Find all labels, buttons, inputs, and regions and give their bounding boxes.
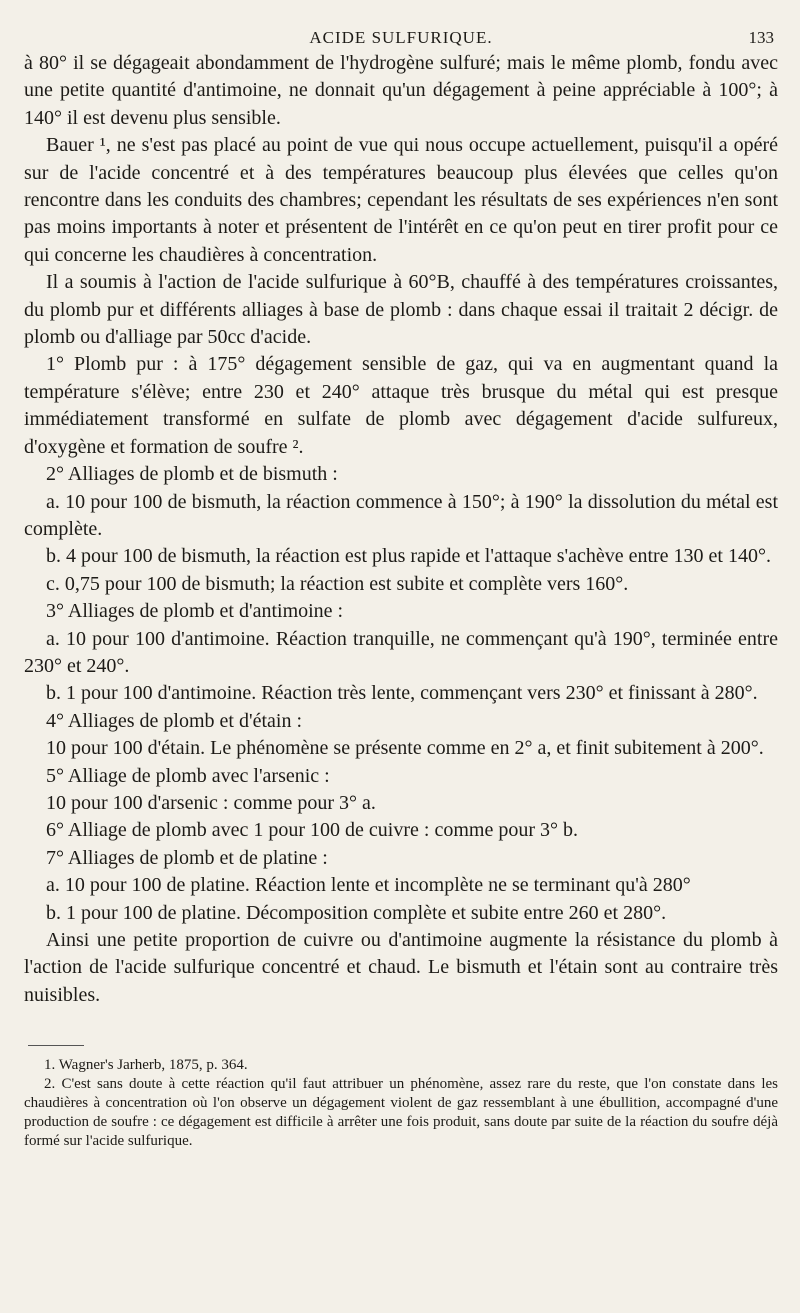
list-item: a. 10 pour 100 d'antimoine. Réaction tranquille, ne commençant qu'à 190°, terminée entre 230° et 240°. [24, 627, 778, 677]
paragraph: à 80° il se dégageait abondamment de l'hydrogène sulfuré; mais le même plomb, fondu avec une petite quantité d'antimoine, ne donnait qu'un dégagement à peine appréciable à 100°; à 140° il est devenu plus sensible. [24, 52, 778, 129]
paragraph: Ainsi une petite proportion de cuivre ou d'antimoine augmente la résistance du plomb à l'action de l'acide sulfurique concentré et chaud. Le bismuth et l'étain sont au contraire très nuisibles. [24, 929, 778, 1006]
list-item: 10 pour 100 d'étain. Le phénomène se présente comme en 2° a, et finit subitement à 200°. [46, 737, 764, 760]
list-item: 7° Alliages de plomb et de platine : [46, 846, 328, 869]
list-item: 10 pour 100 d'arsenic : comme pour 3° a. [46, 791, 376, 814]
list-item: a. 10 pour 100 de platine. Réaction lente et incomplète ne se terminant qu'à 280° [46, 874, 691, 897]
footnote: 1. Wagner's Jarherb, 1875, p. 364. [44, 1057, 248, 1074]
list-item: b. 1 pour 100 de platine. Décomposition complète et subite entre 260 et 280°. [46, 901, 667, 924]
list-item: c. 0,75 pour 100 de bismuth; la réaction est subite et complète vers 160°. [46, 572, 629, 595]
list-item: a. 10 pour 100 de bismuth, la réaction commence à 150°; à 190° la dissolution du métal est complète. [24, 490, 778, 540]
footnotes [24, 1056, 778, 1151]
body-text [24, 50, 778, 1009]
list-item: b. 4 pour 100 de bismuth, la réaction est plus rapide et l'attaque s'achève entre 130 et 140°. [46, 545, 771, 568]
list-item: 2° Alliages de plomb et de bismuth : [46, 463, 338, 486]
paragraph: Bauer ¹, ne s'est pas placé au point de vue qui nous occupe actuellement, puisqu'il a opéré sur de l'acide concentré et à des températures beaucoup plus élevées que celles qu'on rencontre dans les conduits des chambres; cependant les résultats de ses expériences n'en sont pas moins importants à noter et présentent de l'intérêt en ce qu'on peut en tirer profit pour ce qui concerne les chaudières à concentration. [24, 134, 778, 266]
list-item: 4° Alliages de plomb et d'étain : [46, 709, 302, 732]
footnote-divider [28, 1045, 84, 1046]
list-item: 6° Alliage de plomb avec 1 pour 100 de cuivre : comme pour 3° b. [46, 819, 578, 842]
list-item: 3° Alliages de plomb et d'antimoine : [46, 600, 344, 623]
list-item: b. 1 pour 100 d'antimoine. Réaction très lente, commençant vers 230° et finissant à 280°. [46, 682, 758, 705]
footnote: 2. C'est sans doute à cette réaction qu'il faut attribuer un phénomène, assez rare du reste, que l'on constate dans les chaudières à concentration où l'on observe un dégagement violent de gaz ressemblant à une ébullition, accompagné d'une production de soufre : ce dégagement est difficile à arrêter une fois produit, sans doute par suite de la réaction du soufre déjà formé sur l'acide sulfurique. [24, 1076, 778, 1150]
list-item: 5° Alliage de plomb avec l'arsenic : [46, 764, 330, 787]
running-title: ACIDE SULFURIQUE. [309, 28, 493, 47]
paragraph: Il a soumis à l'action de l'acide sulfurique à 60°B, chauffé à des températures croissantes, du plomb pur et différents alliages à base de plomb : dans chaque essai il traitait 2 décigr. de plomb ou d'alliage par 50cc d'acide. [24, 271, 778, 349]
list-item: 1° Plomb pur : à 175° dégagement sensible de gaz, qui va en augmentant quand la température s'élève; entre 230 et 240° attaque très brusque du métal qui est presque immédiatement transformé en sulfate de plomb avec dégagement d'acide sulfureux, d'oxygène et formation de soufre ². [24, 353, 778, 458]
page-header [24, 0, 778, 50]
page-number: 133 [748, 28, 774, 47]
